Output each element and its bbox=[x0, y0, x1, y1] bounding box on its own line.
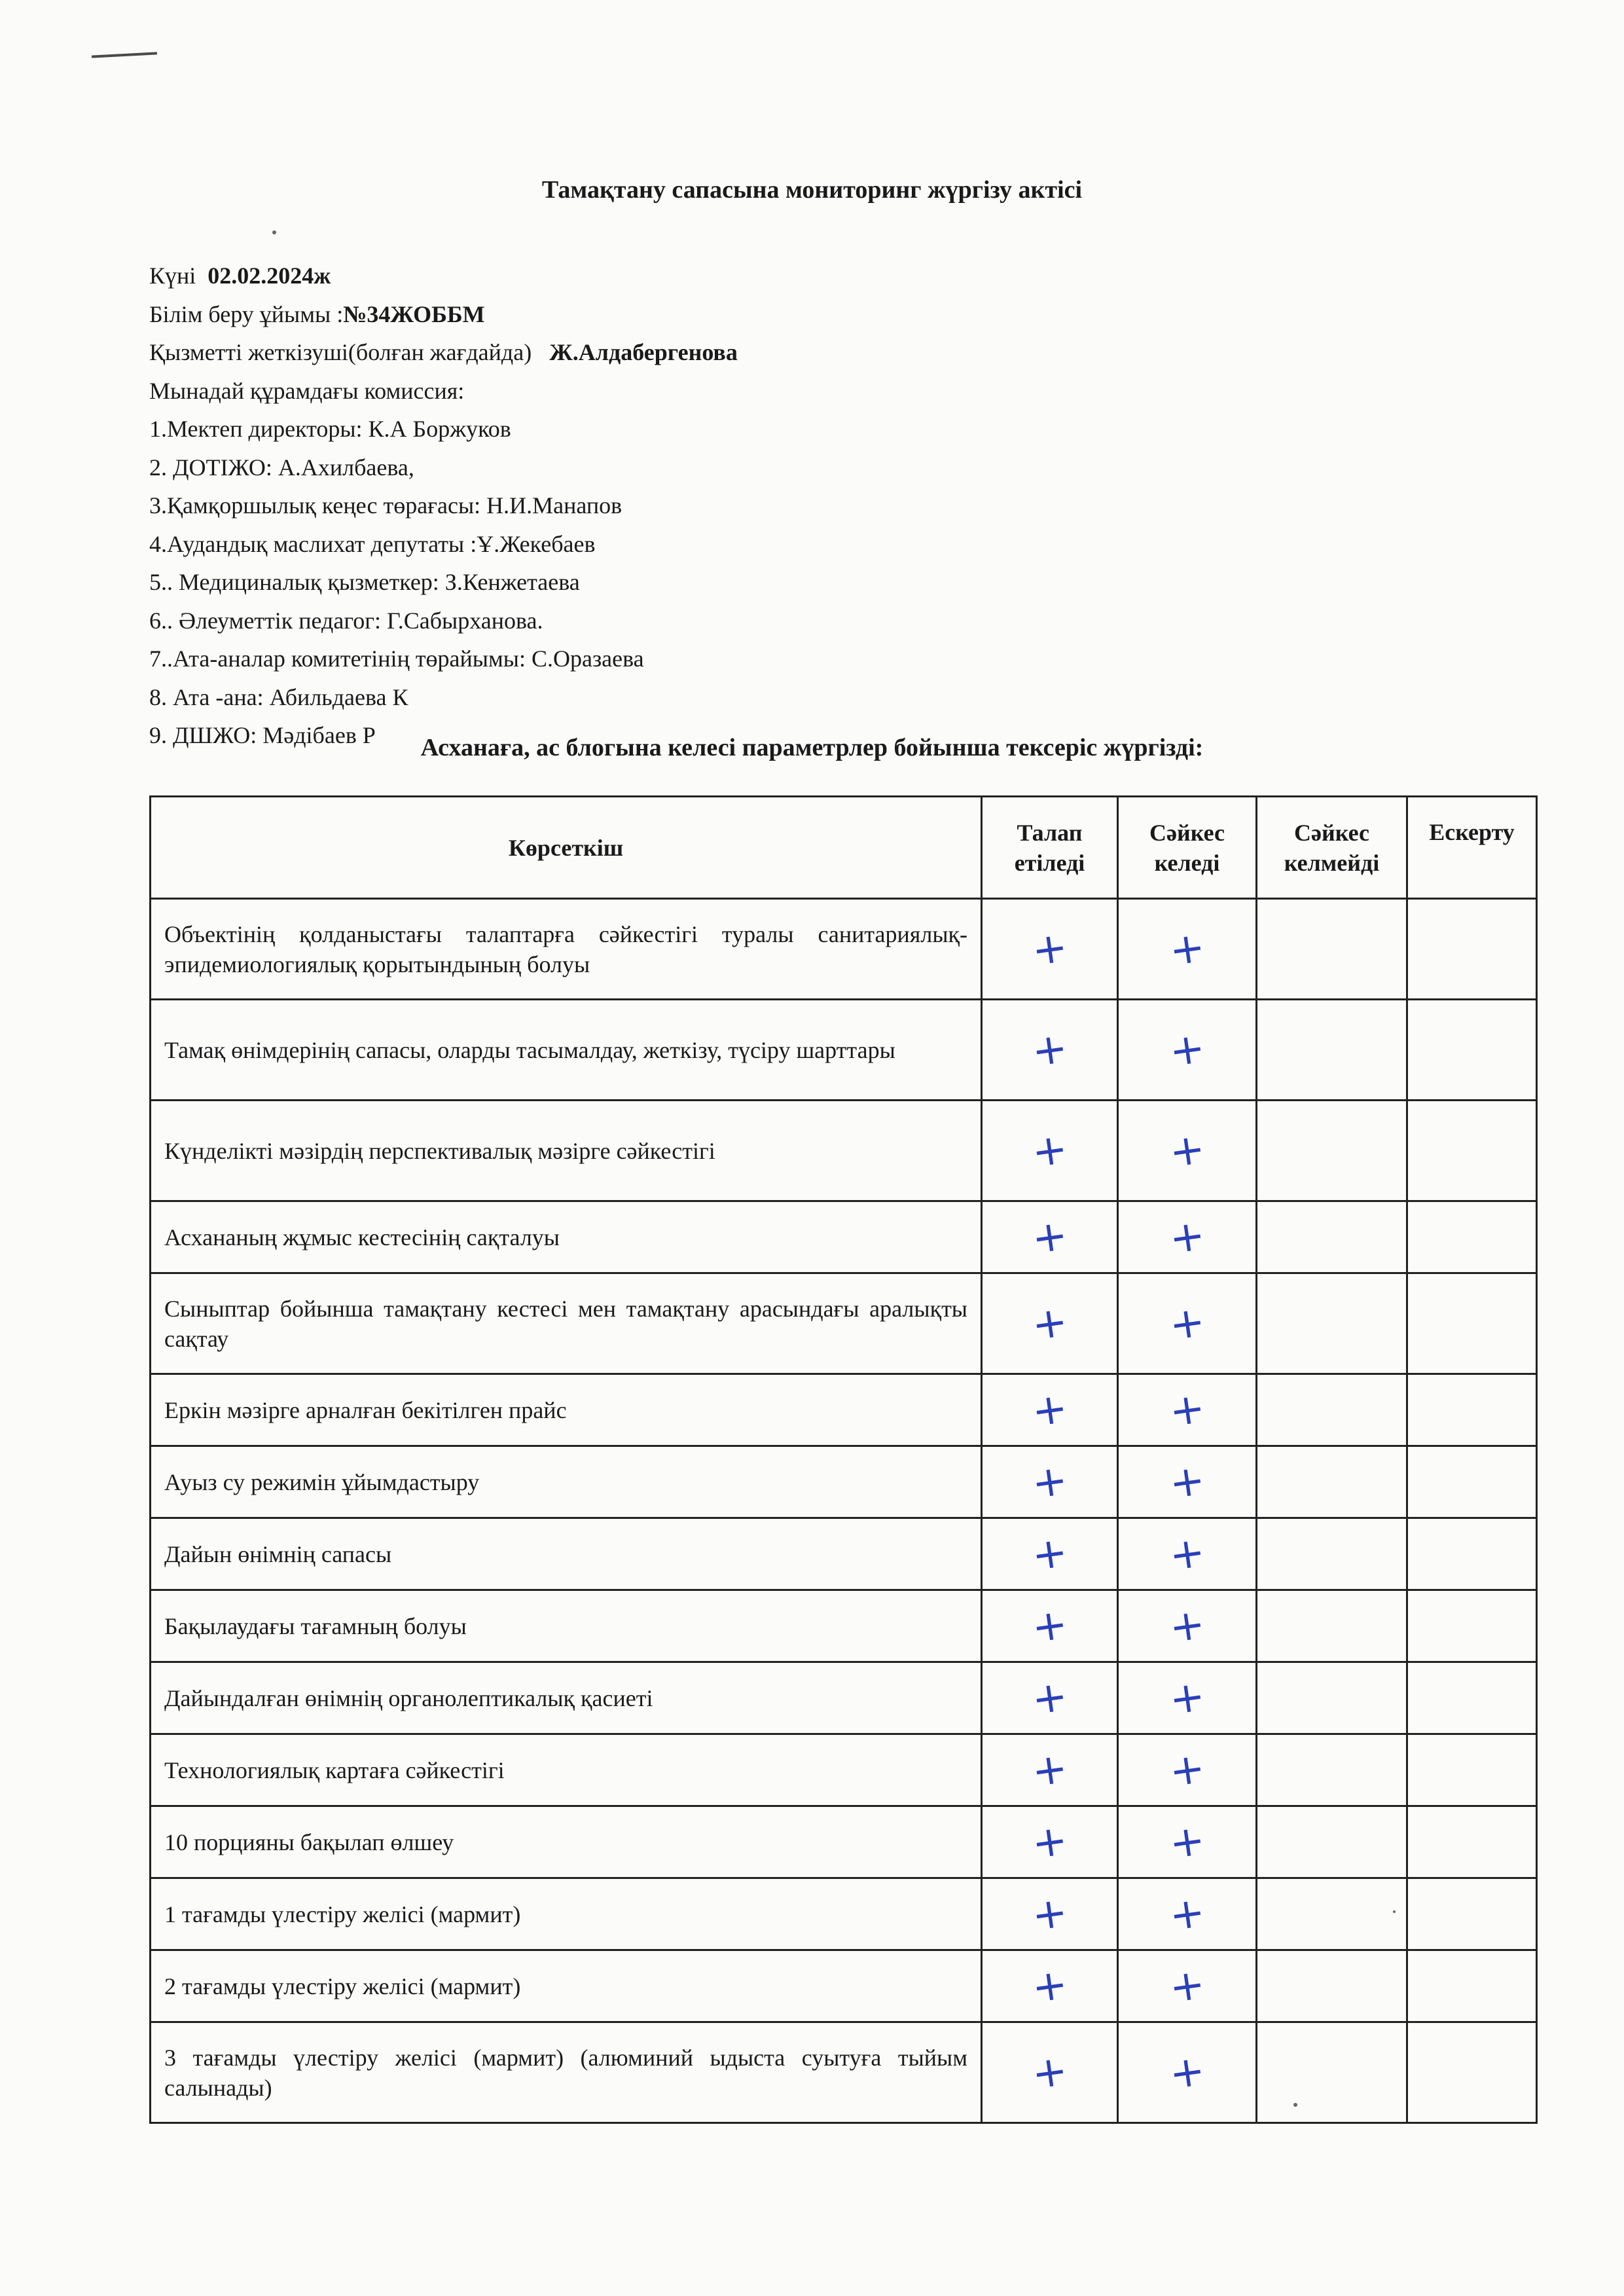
indicator-cell: Бақылаудағы тағамның болуы bbox=[151, 1590, 982, 1662]
required-cell bbox=[982, 899, 1118, 1000]
required-cell bbox=[982, 1101, 1118, 1201]
supplier-value: Ж.Алдабергенова bbox=[549, 339, 738, 365]
required-cell bbox=[982, 1374, 1118, 1446]
required-cell bbox=[982, 1446, 1118, 1518]
compliant-cell bbox=[1118, 1806, 1257, 1878]
handwritten-plus-icon: + bbox=[1028, 1527, 1071, 1580]
note-cell bbox=[1407, 1662, 1537, 1734]
required-cell bbox=[982, 1000, 1118, 1101]
note-cell bbox=[1407, 1273, 1537, 1374]
header-note: Ескерту bbox=[1407, 797, 1537, 899]
handwritten-plus-icon: + bbox=[1166, 1023, 1208, 1076]
table-row bbox=[151, 1446, 1537, 1518]
compliant-cell bbox=[1118, 1878, 1257, 1950]
indicator-cell: Объектінің қолданыстағы талаптарға сәйкестігі туралы санитариялық-эпидемиологиялық қорытындының болуы bbox=[151, 899, 982, 1000]
noncompliant-cell bbox=[1257, 1101, 1407, 1201]
noncompliant-cell bbox=[1257, 899, 1407, 1000]
handwritten-plus-icon: + bbox=[1028, 1455, 1071, 1508]
noncompliant-cell bbox=[1257, 1662, 1407, 1734]
commission-member: 2. ДОТІЖО: А.Ахилбаева, bbox=[149, 454, 414, 481]
commission-member: 7..Ата-аналар комитетінің төрайымы: С.Оразаева bbox=[149, 646, 644, 672]
table-row bbox=[151, 1950, 1537, 2022]
compliant-cell bbox=[1118, 1590, 1257, 1662]
table-row bbox=[151, 1734, 1537, 1806]
table-row bbox=[151, 1374, 1537, 1446]
handwritten-plus-icon: + bbox=[1028, 1671, 1071, 1724]
handwritten-plus-icon: + bbox=[1028, 1815, 1071, 1868]
note-cell bbox=[1407, 1590, 1537, 1662]
table-row bbox=[151, 1101, 1537, 1201]
required-cell bbox=[982, 1806, 1118, 1878]
handwritten-plus-icon: + bbox=[1028, 1124, 1071, 1177]
noncompliant-cell bbox=[1257, 1806, 1407, 1878]
table-row bbox=[151, 1590, 1537, 1662]
indicator-cell: Тамақ өнімдерінің сапасы, оларды тасымалдау, жеткізу, түсіру шарттары bbox=[151, 1000, 982, 1101]
handwritten-plus-icon: + bbox=[1166, 1887, 1208, 1941]
handwritten-plus-icon: + bbox=[1166, 1297, 1208, 1350]
note-cell bbox=[1407, 1806, 1537, 1878]
header-compliant: Сәйкес келеді bbox=[1118, 797, 1257, 899]
required-cell bbox=[982, 1950, 1118, 2022]
handwritten-plus-icon: + bbox=[1166, 1671, 1208, 1724]
handwritten-plus-icon: + bbox=[1166, 1959, 1208, 2013]
table-header-row bbox=[151, 797, 1537, 899]
header-noncompliant: Сәйкес келмейді bbox=[1257, 797, 1407, 899]
indicator-cell: 10 порцияны бақылап өлшеу bbox=[151, 1806, 982, 1878]
handwritten-plus-icon: + bbox=[1166, 1599, 1208, 1652]
indicator-cell: 1 тағамды үлестіру желісі (мармит) bbox=[151, 1878, 982, 1950]
handwritten-plus-icon: + bbox=[1166, 2046, 1208, 2099]
commission-member: 3.Қамқоршылық кеңес төрағасы: Н.И.Манапов bbox=[149, 492, 623, 519]
organization-value: №34ЖОББМ bbox=[343, 301, 485, 327]
compliant-cell bbox=[1118, 2022, 1257, 2123]
date-label: Күні bbox=[149, 263, 196, 289]
required-cell bbox=[982, 1662, 1118, 1734]
compliant-cell bbox=[1118, 1662, 1257, 1734]
organization-line bbox=[149, 295, 738, 334]
noncompliant-cell bbox=[1257, 1273, 1407, 1374]
noncompliant-cell bbox=[1257, 1950, 1407, 2022]
note-cell bbox=[1407, 1950, 1537, 2022]
table-row bbox=[151, 1273, 1537, 1374]
indicator-cell: Асхананың жұмыс кестесінің сақталуы bbox=[151, 1201, 982, 1273]
handwritten-plus-icon: + bbox=[1028, 2046, 1071, 2099]
commission-intro: Мынадай құрамдағы комиссия: bbox=[149, 377, 465, 404]
required-cell bbox=[982, 1273, 1118, 1374]
handwritten-plus-icon: + bbox=[1028, 1211, 1071, 1264]
commission-member: 4.Аудандық маслихат депутаты :Ұ.Жекебаев bbox=[149, 530, 596, 557]
compliant-cell bbox=[1118, 1734, 1257, 1806]
note-cell bbox=[1407, 2022, 1537, 2123]
table-row bbox=[151, 2022, 1537, 2123]
handwritten-plus-icon: + bbox=[1166, 1527, 1208, 1580]
noncompliant-cell bbox=[1257, 1374, 1407, 1446]
date-value: 02.02.2024ж bbox=[208, 263, 331, 289]
compliant-cell bbox=[1118, 1950, 1257, 2022]
required-cell bbox=[982, 1201, 1118, 1273]
compliant-cell bbox=[1118, 1201, 1257, 1273]
indicator-cell: Технологиялық картаға сәйкестігі bbox=[151, 1734, 982, 1806]
commission-member: 8. Ата -ана: Абильдаева К bbox=[149, 683, 408, 710]
commission-member: 5.. Медициналық қызметкер: З.Кенжетаева bbox=[149, 569, 580, 595]
table-row bbox=[151, 1201, 1537, 1273]
handwritten-plus-icon: + bbox=[1166, 1124, 1208, 1177]
commission-member: 6.. Әлеуметтік педагог: Г.Сабырханова. bbox=[149, 607, 543, 634]
table-row bbox=[151, 1000, 1537, 1101]
handwritten-plus-icon: + bbox=[1166, 1383, 1208, 1436]
noncompliant-cell bbox=[1257, 1734, 1407, 1806]
handwritten-plus-icon: + bbox=[1028, 1297, 1071, 1350]
required-cell bbox=[982, 1518, 1118, 1590]
noncompliant-cell bbox=[1257, 1518, 1407, 1590]
header-required: Талап етіледі bbox=[982, 797, 1118, 899]
indicator-cell: Еркін мәзірге арналған бекітілген прайс bbox=[151, 1374, 982, 1446]
required-cell bbox=[982, 1590, 1118, 1662]
handwritten-plus-icon: + bbox=[1028, 1959, 1071, 2013]
noncompliant-cell bbox=[1257, 1878, 1407, 1950]
handwritten-plus-icon: + bbox=[1166, 1743, 1208, 1796]
note-cell bbox=[1407, 1518, 1537, 1590]
supplier-label: Қызметті жеткізуші(болған жағдайда) bbox=[149, 339, 532, 365]
handwritten-plus-icon: + bbox=[1028, 1023, 1071, 1076]
commission-member: 1.Мектеп директоры: К.А Боржуков bbox=[149, 416, 511, 442]
inspection-table bbox=[149, 795, 1538, 2124]
handwritten-plus-icon: + bbox=[1028, 1743, 1071, 1796]
table-row bbox=[151, 899, 1537, 1000]
indicator-cell: Дайын өнімнің сапасы bbox=[151, 1518, 982, 1590]
compliant-cell bbox=[1118, 1518, 1257, 1590]
required-cell bbox=[982, 2022, 1118, 2123]
table-row bbox=[151, 1806, 1537, 1878]
indicator-cell: 2 тағамды үлестіру желісі (мармит) bbox=[151, 1950, 982, 2022]
indicator-cell: Ауыз су режимін ұйымдастыру bbox=[151, 1446, 982, 1518]
note-cell bbox=[1407, 1446, 1537, 1518]
organization-label: Білім беру ұйымы : bbox=[149, 301, 344, 327]
noncompliant-cell bbox=[1257, 2022, 1407, 2123]
indicator-cell: Сыныптар бойынша тамақтану кестесі мен тамақтану арасындағы аралықты сақтау bbox=[151, 1273, 982, 1374]
noncompliant-cell bbox=[1257, 1446, 1407, 1518]
supplier-line bbox=[149, 333, 738, 372]
note-cell bbox=[1407, 1101, 1537, 1201]
indicator-cell: Дайындалған өнімнің органолептикалық қасиеті bbox=[151, 1662, 982, 1734]
required-cell bbox=[982, 1878, 1118, 1950]
handwritten-plus-icon: + bbox=[1028, 1383, 1071, 1436]
compliant-cell bbox=[1118, 1446, 1257, 1518]
note-cell bbox=[1407, 899, 1537, 1000]
handwritten-plus-icon: + bbox=[1028, 1887, 1071, 1941]
document-meta bbox=[149, 257, 738, 755]
date-line bbox=[149, 257, 738, 295]
indicator-cell: Күнделікті мәзірдің перспективалық мәзірге сәйкестігі bbox=[151, 1101, 982, 1201]
compliant-cell bbox=[1118, 1000, 1257, 1101]
note-cell bbox=[1407, 1201, 1537, 1273]
handwritten-plus-icon: + bbox=[1028, 1599, 1071, 1652]
commission-member: 9. ДШЖО: Мәдібаев Р bbox=[149, 722, 376, 748]
table-row bbox=[151, 1518, 1537, 1590]
compliant-cell bbox=[1118, 1101, 1257, 1201]
table-row bbox=[151, 1878, 1537, 1950]
compliant-cell bbox=[1118, 1374, 1257, 1446]
handwritten-plus-icon: + bbox=[1166, 1455, 1208, 1508]
indicator-cell: 3 тағамды үлестіру желісі (мармит) (алюминий ыдыста суытуға тыйым салынады) bbox=[151, 2022, 982, 2123]
handwritten-plus-icon: + bbox=[1166, 1815, 1208, 1868]
noncompliant-cell bbox=[1257, 1201, 1407, 1273]
compliant-cell bbox=[1118, 899, 1257, 1000]
note-cell bbox=[1407, 1878, 1537, 1950]
handwritten-plus-icon: + bbox=[1166, 1211, 1208, 1264]
required-cell bbox=[982, 1734, 1118, 1806]
handwritten-plus-icon: + bbox=[1028, 922, 1071, 975]
table-row bbox=[151, 1662, 1537, 1734]
scan-artifact bbox=[92, 52, 157, 58]
note-cell bbox=[1407, 1734, 1537, 1806]
commission-list bbox=[149, 410, 738, 755]
header-indicator: Көрсеткіш bbox=[151, 797, 982, 899]
document-title: Тамақтану сапасына мониторинг жүргізу актісі bbox=[541, 176, 1083, 204]
handwritten-plus-icon: + bbox=[1166, 922, 1208, 975]
note-cell bbox=[1407, 1374, 1537, 1446]
noncompliant-cell bbox=[1257, 1000, 1407, 1101]
noncompliant-cell bbox=[1257, 1590, 1407, 1662]
note-cell bbox=[1407, 1000, 1537, 1101]
scan-speck bbox=[272, 230, 276, 234]
table-body bbox=[151, 899, 1537, 2123]
inspection-subtitle: Асханаға, ас блогына келесі параметрлер бойынша тексеріс жүргізді: bbox=[420, 734, 1204, 761]
compliant-cell bbox=[1118, 1273, 1257, 1374]
